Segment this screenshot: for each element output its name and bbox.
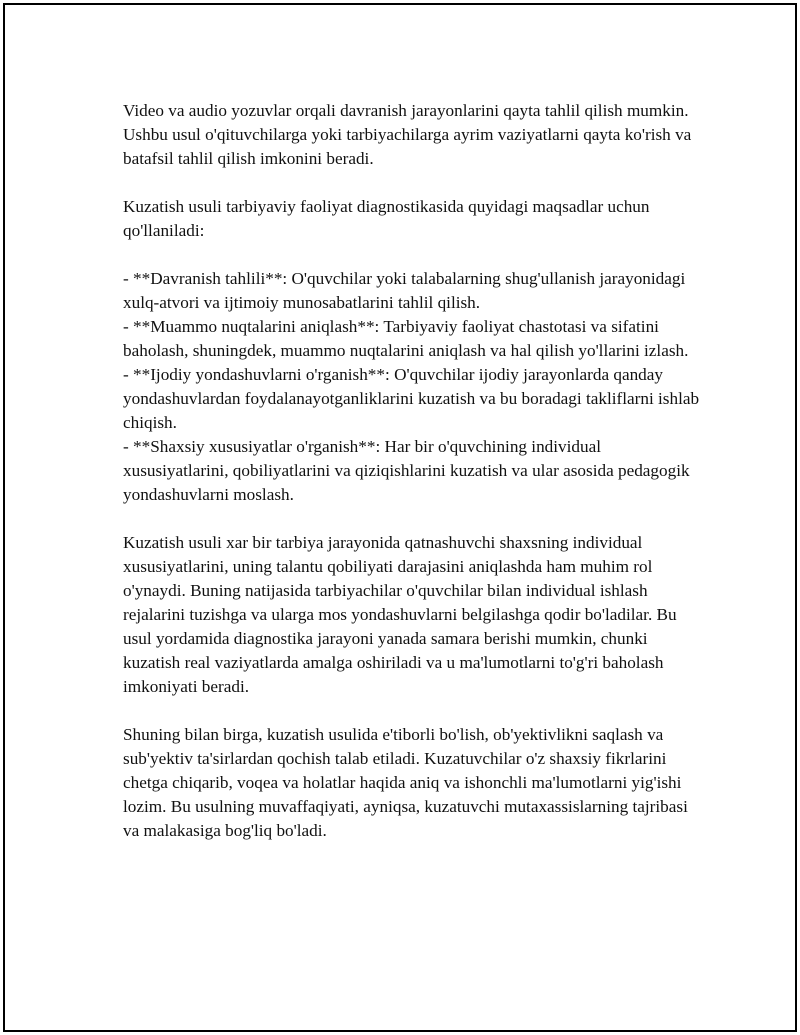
purposes-list [123,267,703,507]
list-item: - **Ijodiy yondashuvlarni o'rganish**: O'quvchilar ijodiy jarayonlarda qanday yondashuvlardan foydalanayotganliklarini kuzatish va bu boradagi takliflarni ishlab chiqish. [123,365,700,432]
list-item: - **Shaxsiy xususiyatlar o'rganish**: Har bir o'quvchining individual xususiyatlarini, qobiliyatlarini va qiziqishlarini kuzatish va ular asosida pedagogik yondashuvlarni moslash. [123,437,690,504]
paragraph-purposes-intro: Kuzatish usuli tarbiyaviy faoliyat diagnostikasida quyidagi maqsadlar uchun qo'llaniladi: [123,197,650,240]
paragraph-individual-traits: Kuzatish usuli xar bir tarbiya jarayonida qatnashuvchi shaxsning individual xususiyatlarini, uning talantu qobiliyati darajasini aniqlashda ham muhim rol o'ynaydi. Buning natijasida tarbiyachilar o'quvchilar bilan individual ishlash rejalarini tuzishga va ularga mos yondashuvlarni belgilashga qodir bo'ladilar. Bu usul yordamida diagnostika jarayoni yanada samara berishi mumkin, chunki kuzatish real vaziyatlarda amalga oshiriladi va u ma'lumotlarni to'g'ri baholash imkoniyati beradi. [123,533,677,696]
paragraph-video-audio: Video va audio yozuvlar orqali davranish jarayonlarini qayta tahlil qilish mumkin. Ushbu usul o'qituvchilarga yoki tarbiyachilarga ayrim vaziyatlarni qayta ko'rish va batafsil tahlil qilish imkonini beradi. [123,101,692,168]
list-item: - **Muammo nuqtalarini aniqlash**: Tarbiyaviy faoliyat chastotasi va sifatini baholash, shuningdek, muammo nuqtalarini aniqlash va hal qilish yo'llarini izlash. [123,317,689,360]
document-body [123,99,703,867]
page-frame [3,3,797,1032]
paragraph-objectivity: Shuning bilan birga, kuzatish usulida e'tiborli bo'lish, ob'yektivlikni saqlash va sub'yektiv ta'sirlardan qochish talab etiladi. Kuzatuvchilar o'z shaxsiy fikrlarini chetga chiqarib, voqea va holatlar haqida aniq va ishonchli ma'lumotlarni yig'ishi lozim. Bu usulning muvaffaqiyati, ayniqsa, kuzatuvchi mutaxassislarning tajribasi va malakasiga bog'liq bo'ladi. [123,725,688,840]
list-item: - **Davranish tahlili**: O'quvchilar yoki talabalarning shug'ullanish jarayonidagi xulq-atvori va ijtimoiy munosabatlarini tahlil qilish. [123,269,686,312]
